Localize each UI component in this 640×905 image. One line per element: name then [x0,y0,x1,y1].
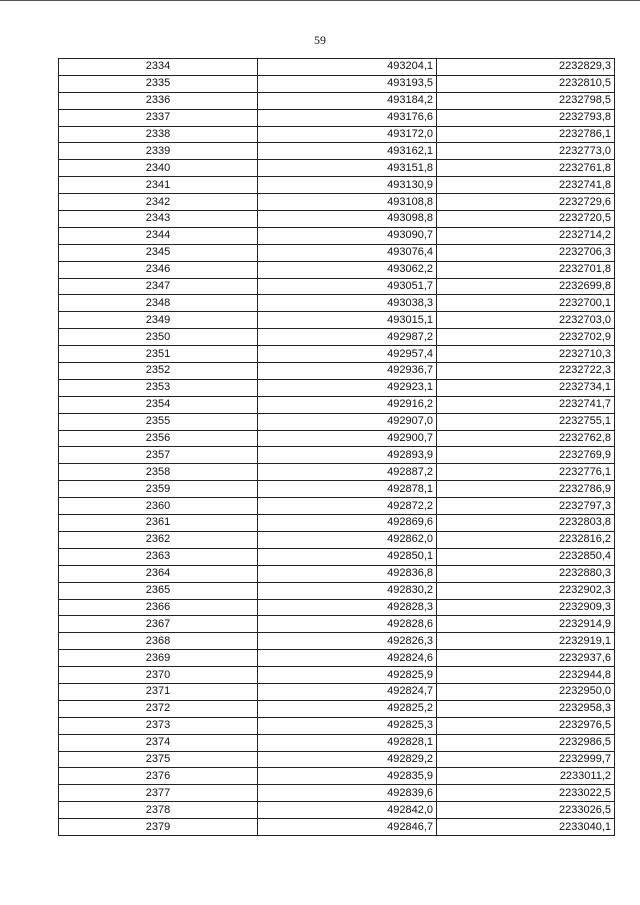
table-row [59,548,615,565]
table-row [59,683,615,700]
y-coordinate-cell: 2232710,3 [437,346,615,363]
point-number-cell: 2341 [59,177,258,194]
point-number-cell: 2375 [59,751,258,768]
point-number-cell: 2371 [59,683,258,700]
y-coordinate-cell: 2232850,4 [437,548,615,565]
point-number-cell: 2363 [59,548,258,565]
table-row [59,599,615,616]
y-coordinate-cell: 2233011,2 [437,768,615,785]
x-coordinate-cell: 493015,1 [258,312,437,329]
x-coordinate-cell: 493038,3 [258,295,437,312]
table-row [59,244,615,261]
point-number-cell: 2339 [59,143,258,160]
point-number-cell: 2338 [59,126,258,143]
table-row [59,109,615,126]
table-row [59,396,615,413]
table-row [59,751,615,768]
coordinates-table [58,58,615,836]
point-number-cell: 2374 [59,734,258,751]
y-coordinate-cell: 2232880,3 [437,565,615,582]
table-row [59,819,615,836]
x-coordinate-cell: 492839,6 [258,785,437,802]
point-number-cell: 2343 [59,211,258,228]
table-row [59,430,615,447]
point-number-cell: 2348 [59,295,258,312]
y-coordinate-cell: 2232914,9 [437,616,615,633]
table-row [59,295,615,312]
y-coordinate-cell: 2232761,8 [437,160,615,177]
page-number: 59 [314,33,326,47]
y-coordinate-cell: 2232937,6 [437,650,615,667]
y-coordinate-cell: 2232700,1 [437,295,615,312]
point-number-cell: 2337 [59,109,258,126]
y-coordinate-cell: 2232741,7 [437,396,615,413]
x-coordinate-cell: 493108,8 [258,194,437,211]
point-number-cell: 2356 [59,430,258,447]
x-coordinate-cell: 492923,1 [258,379,437,396]
y-coordinate-cell: 2232999,7 [437,751,615,768]
y-coordinate-cell: 2232919,1 [437,633,615,650]
y-coordinate-cell: 2232769,9 [437,447,615,464]
table-row [59,363,615,380]
x-coordinate-cell: 492836,8 [258,565,437,582]
x-coordinate-cell: 492830,2 [258,582,437,599]
top-rule [0,0,640,1]
y-coordinate-cell: 2232702,9 [437,329,615,346]
table-row [59,227,615,244]
y-coordinate-cell: 2232909,3 [437,599,615,616]
point-number-cell: 2344 [59,227,258,244]
y-coordinate-cell: 2232703,0 [437,312,615,329]
x-coordinate-cell: 492850,1 [258,548,437,565]
table-row [59,413,615,430]
table-row [59,278,615,295]
x-coordinate-cell: 492936,7 [258,363,437,380]
x-coordinate-cell: 492829,2 [258,751,437,768]
y-coordinate-cell: 2232902,3 [437,582,615,599]
table-row [59,379,615,396]
y-coordinate-cell: 2233026,5 [437,802,615,819]
point-number-cell: 2361 [59,515,258,532]
x-coordinate-cell: 492828,6 [258,616,437,633]
y-coordinate-cell: 2232729,6 [437,194,615,211]
x-coordinate-cell: 492987,2 [258,329,437,346]
x-coordinate-cell: 493098,8 [258,211,437,228]
x-coordinate-cell: 492872,2 [258,498,437,515]
y-coordinate-cell: 2232816,2 [437,531,615,548]
y-coordinate-cell: 2232720,5 [437,211,615,228]
x-coordinate-cell: 492828,1 [258,734,437,751]
table-row [59,565,615,582]
x-coordinate-cell: 492869,6 [258,515,437,532]
point-number-cell: 2342 [59,194,258,211]
table-row [59,734,615,751]
table-row [59,59,615,76]
table-row [59,650,615,667]
table-row [59,75,615,92]
y-coordinate-cell: 2232829,3 [437,59,615,76]
y-coordinate-cell: 2232773,0 [437,143,615,160]
y-coordinate-cell: 2232950,0 [437,683,615,700]
x-coordinate-cell: 493076,4 [258,244,437,261]
point-number-cell: 2373 [59,717,258,734]
table-row [59,160,615,177]
x-coordinate-cell: 492878,1 [258,481,437,498]
table-row [59,346,615,363]
table-row [59,312,615,329]
point-number-cell: 2367 [59,616,258,633]
x-coordinate-cell: 493172,0 [258,126,437,143]
table-row [59,92,615,109]
table-row [59,717,615,734]
y-coordinate-cell: 2232798,5 [437,92,615,109]
point-number-cell: 2353 [59,379,258,396]
y-coordinate-cell: 2232722,3 [437,363,615,380]
point-number-cell: 2359 [59,481,258,498]
point-number-cell: 2377 [59,785,258,802]
point-number-cell: 2360 [59,498,258,515]
x-coordinate-cell: 493176,6 [258,109,437,126]
point-number-cell: 2378 [59,802,258,819]
y-coordinate-cell: 2232810,5 [437,75,615,92]
y-coordinate-cell: 2232734,1 [437,379,615,396]
point-number-cell: 2358 [59,464,258,481]
table-row [59,329,615,346]
x-coordinate-cell: 492835,9 [258,768,437,785]
table-row [59,447,615,464]
point-number-cell: 2368 [59,633,258,650]
point-number-cell: 2351 [59,346,258,363]
point-number-cell: 2346 [59,261,258,278]
point-number-cell: 2336 [59,92,258,109]
point-number-cell: 2376 [59,768,258,785]
point-number-cell: 2350 [59,329,258,346]
y-coordinate-cell: 2232958,3 [437,700,615,717]
table-row [59,616,615,633]
y-coordinate-cell: 2232762,8 [437,430,615,447]
table-row [59,531,615,548]
x-coordinate-cell: 492828,3 [258,599,437,616]
y-coordinate-cell: 2232699,8 [437,278,615,295]
table-row [59,700,615,717]
point-number-cell: 2347 [59,278,258,295]
table-row [59,785,615,802]
x-coordinate-cell: 493062,2 [258,261,437,278]
table-row [59,515,615,532]
y-coordinate-cell: 2232803,8 [437,515,615,532]
point-number-cell: 2340 [59,160,258,177]
table-row [59,498,615,515]
table-row [59,802,615,819]
point-number-cell: 2334 [59,59,258,76]
point-number-cell: 2366 [59,599,258,616]
table-row [59,582,615,599]
table-row [59,481,615,498]
x-coordinate-cell: 493193,5 [258,75,437,92]
point-number-cell: 2364 [59,565,258,582]
x-coordinate-cell: 492824,6 [258,650,437,667]
y-coordinate-cell: 2233040,1 [437,819,615,836]
x-coordinate-cell: 492900,7 [258,430,437,447]
point-number-cell: 2379 [59,819,258,836]
x-coordinate-cell: 493184,2 [258,92,437,109]
table-row [59,261,615,278]
y-coordinate-cell: 2232786,9 [437,481,615,498]
table-row [59,143,615,160]
table-row [59,464,615,481]
x-coordinate-cell: 492893,9 [258,447,437,464]
point-number-cell: 2355 [59,413,258,430]
x-coordinate-cell: 493151,8 [258,160,437,177]
point-number-cell: 2354 [59,396,258,413]
point-number-cell: 2345 [59,244,258,261]
x-coordinate-cell: 493204,1 [258,59,437,76]
x-coordinate-cell: 492907,0 [258,413,437,430]
x-coordinate-cell: 492825,9 [258,667,437,684]
point-number-cell: 2365 [59,582,258,599]
x-coordinate-cell: 492846,7 [258,819,437,836]
point-number-cell: 2349 [59,312,258,329]
point-number-cell: 2357 [59,447,258,464]
coordinates-table-body [59,59,615,836]
x-coordinate-cell: 492862,0 [258,531,437,548]
table-row [59,667,615,684]
y-coordinate-cell: 2233022,5 [437,785,615,802]
x-coordinate-cell: 493051,7 [258,278,437,295]
table-row [59,633,615,650]
y-coordinate-cell: 2232714,2 [437,227,615,244]
y-coordinate-cell: 2232786,1 [437,126,615,143]
y-coordinate-cell: 2232976,5 [437,717,615,734]
point-number-cell: 2372 [59,700,258,717]
x-coordinate-cell: 492916,2 [258,396,437,413]
y-coordinate-cell: 2232986,5 [437,734,615,751]
x-coordinate-cell: 493090,7 [258,227,437,244]
point-number-cell: 2362 [59,531,258,548]
table-row [59,177,615,194]
y-coordinate-cell: 2232797,3 [437,498,615,515]
x-coordinate-cell: 493130,9 [258,177,437,194]
table-row [59,194,615,211]
x-coordinate-cell: 492957,4 [258,346,437,363]
point-number-cell: 2369 [59,650,258,667]
x-coordinate-cell: 492842,0 [258,802,437,819]
x-coordinate-cell: 492824,7 [258,683,437,700]
x-coordinate-cell: 492825,3 [258,717,437,734]
y-coordinate-cell: 2232944,8 [437,667,615,684]
y-coordinate-cell: 2232741,8 [437,177,615,194]
y-coordinate-cell: 2232793,8 [437,109,615,126]
y-coordinate-cell: 2232706,3 [437,244,615,261]
x-coordinate-cell: 492825,2 [258,700,437,717]
x-coordinate-cell: 492826,3 [258,633,437,650]
point-number-cell: 2352 [59,363,258,380]
table-row [59,126,615,143]
table-row [59,768,615,785]
y-coordinate-cell: 2232776,1 [437,464,615,481]
x-coordinate-cell: 492887,2 [258,464,437,481]
point-number-cell: 2370 [59,667,258,684]
y-coordinate-cell: 2232701,8 [437,261,615,278]
table-row [59,211,615,228]
point-number-cell: 2335 [59,75,258,92]
y-coordinate-cell: 2232755,1 [437,413,615,430]
x-coordinate-cell: 493162,1 [258,143,437,160]
